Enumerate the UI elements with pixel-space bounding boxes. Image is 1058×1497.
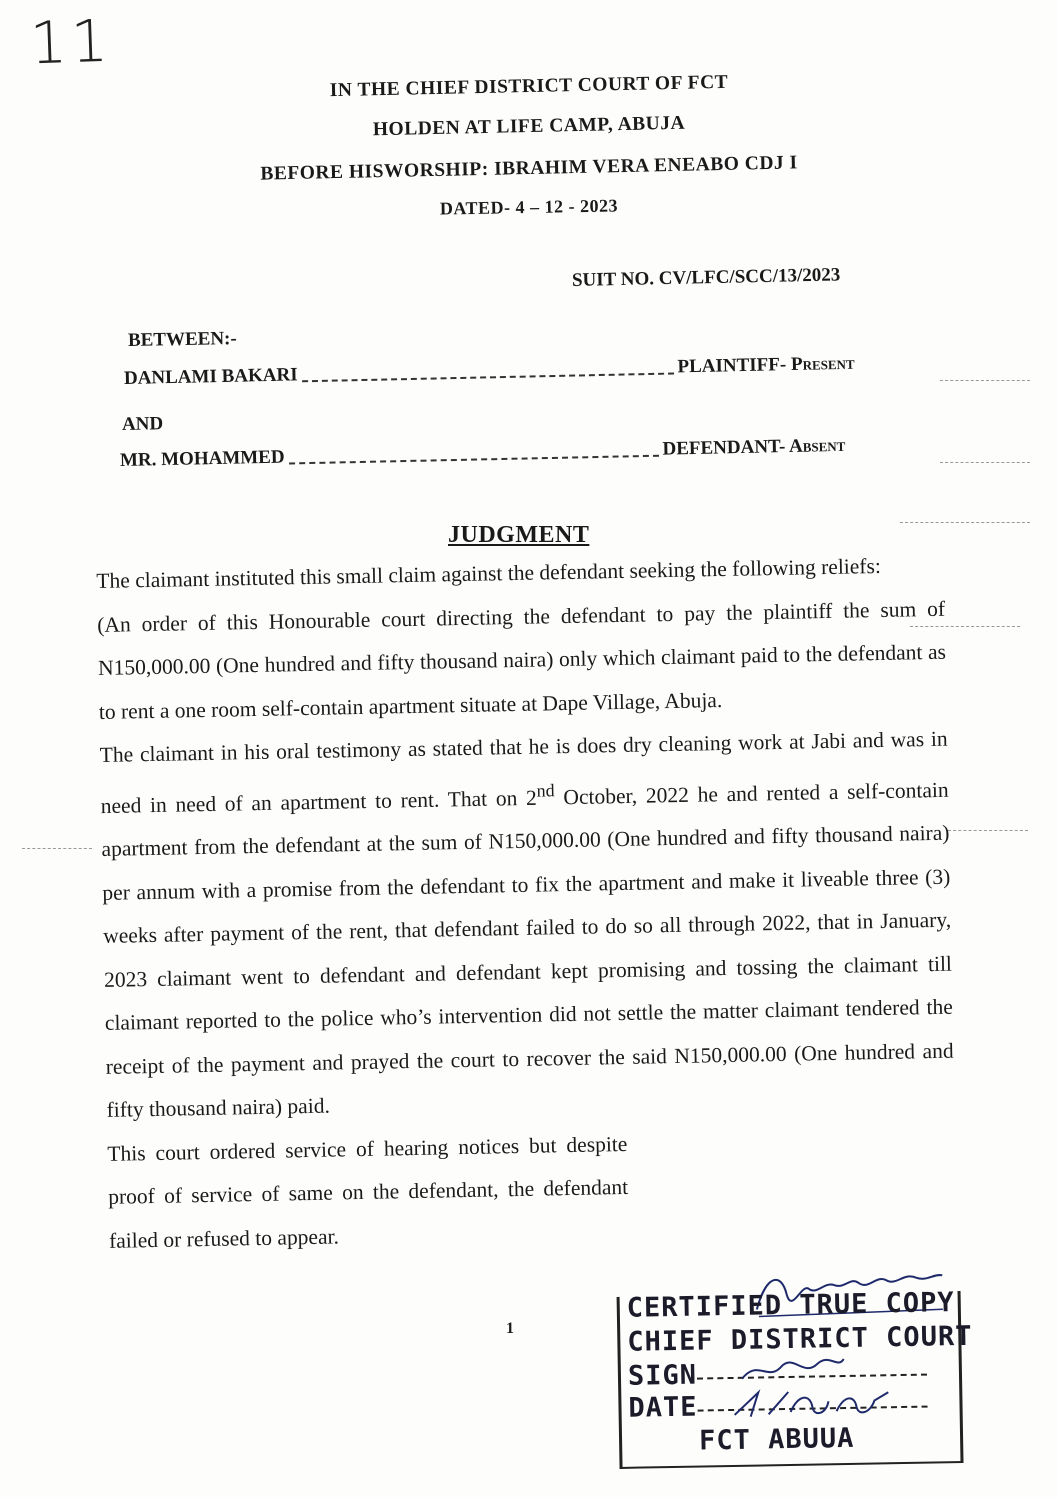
defendant-row <box>120 435 846 472</box>
scan-edge-dash <box>22 848 92 849</box>
stamp-location-line: FCT ABUUA <box>698 1422 855 1457</box>
scan-edge-dash <box>948 830 1028 831</box>
judgment-date: DATED- 4 – 12 - 2023 <box>439 195 619 219</box>
testimony-part-b: October, 2022 he and rented a self-contain apartment from the defendant at the sum of N150,000.00 (One hundred and fifty thousand naira) per annum with a promise from the defendant to fix the apartment and make it liveable three (3) weeks after payment of the rent, that defendant failed to do so all through 2022, that in January, 2023 claimant went to defendant and defendant kept promising and tossing the claimant till claimant reported to the police who’s intervention did not settle the matter claimant tendered the receipt of the payment and prayed the court to recover the said N150,000.00 (One hundred and fifty thousand naira) paid. <box>101 777 954 1123</box>
court-name: IN THE CHIEF DISTRICT COURT OF FCT <box>329 71 729 102</box>
stamp-sign-label: SIGN <box>627 1359 698 1392</box>
scan-edge-dash <box>940 380 1030 381</box>
ordinal-suffix: nd <box>536 779 555 801</box>
paragraph-relief: (An order of this Honourable court directing the defendant to pay the plaintiff the sum of N150,000.00 (One hundred and fifty thousand naira) only which claimant paid to the defendant as to rent a one room self-contain apartment situate at Dape Village, Abuja. <box>97 596 947 724</box>
defendant-dash-leader <box>288 444 658 464</box>
stamp-date-label: DATE <box>628 1391 698 1424</box>
plaintiff-name: DANLAMI BAKARI <box>123 364 298 389</box>
defendant-role: DEFENDANT- Absent <box>662 434 846 460</box>
testimony-part-a: The claimant in his oral testimony as stated that he is does dry cleaning work at Jabi and was in need in need of an apartment to rent. That on 2 <box>99 726 948 818</box>
certified-true-copy-stamp <box>616 1281 973 1473</box>
stamp-court-line: CHIEF DISTRICT COURT <box>627 1320 973 1358</box>
paragraph-intro: The claimant instituted this small claim against the defendant seeking the following reliefs: <box>96 553 882 593</box>
court-location: HOLDEN AT LIFE CAMP, ABUJA <box>372 112 686 141</box>
date-scribble-icon <box>728 1382 899 1425</box>
scan-edge-dash <box>910 626 1020 627</box>
judgment-heading: JUDGMENT <box>448 522 590 548</box>
margin-page-mark: 11 <box>28 6 113 78</box>
scan-edge-dash <box>900 522 1030 523</box>
plaintiff-row <box>124 353 855 390</box>
suit-number: SUIT NO. CV/LFC/SCC/13/2023 <box>571 264 841 291</box>
page-number: 1 <box>506 1320 514 1337</box>
plaintiff-dash-leader <box>302 362 674 382</box>
paragraph-service: This court ordered service of hearing notices but despite proof of service of same on the defendant, the defendant failed or refused to appear. <box>107 1131 629 1253</box>
presiding-judge: BEFORE HISWORSHIP: IBRAHIM VERA ENEABO CDJ I <box>260 152 798 185</box>
paragraph-testimony <box>99 718 954 1133</box>
scan-edge-dash <box>940 462 1030 463</box>
judgment-body <box>96 544 957 1263</box>
stamp-certified-line: CERTIFIED TRUE COPY <box>626 1287 955 1324</box>
between-label: BETWEEN:- <box>127 328 237 351</box>
and-label: AND <box>121 413 164 435</box>
defendant-name: MR. MOHAMMED <box>119 446 285 471</box>
plaintiff-role: PLAINTIFF- Present <box>677 352 855 378</box>
